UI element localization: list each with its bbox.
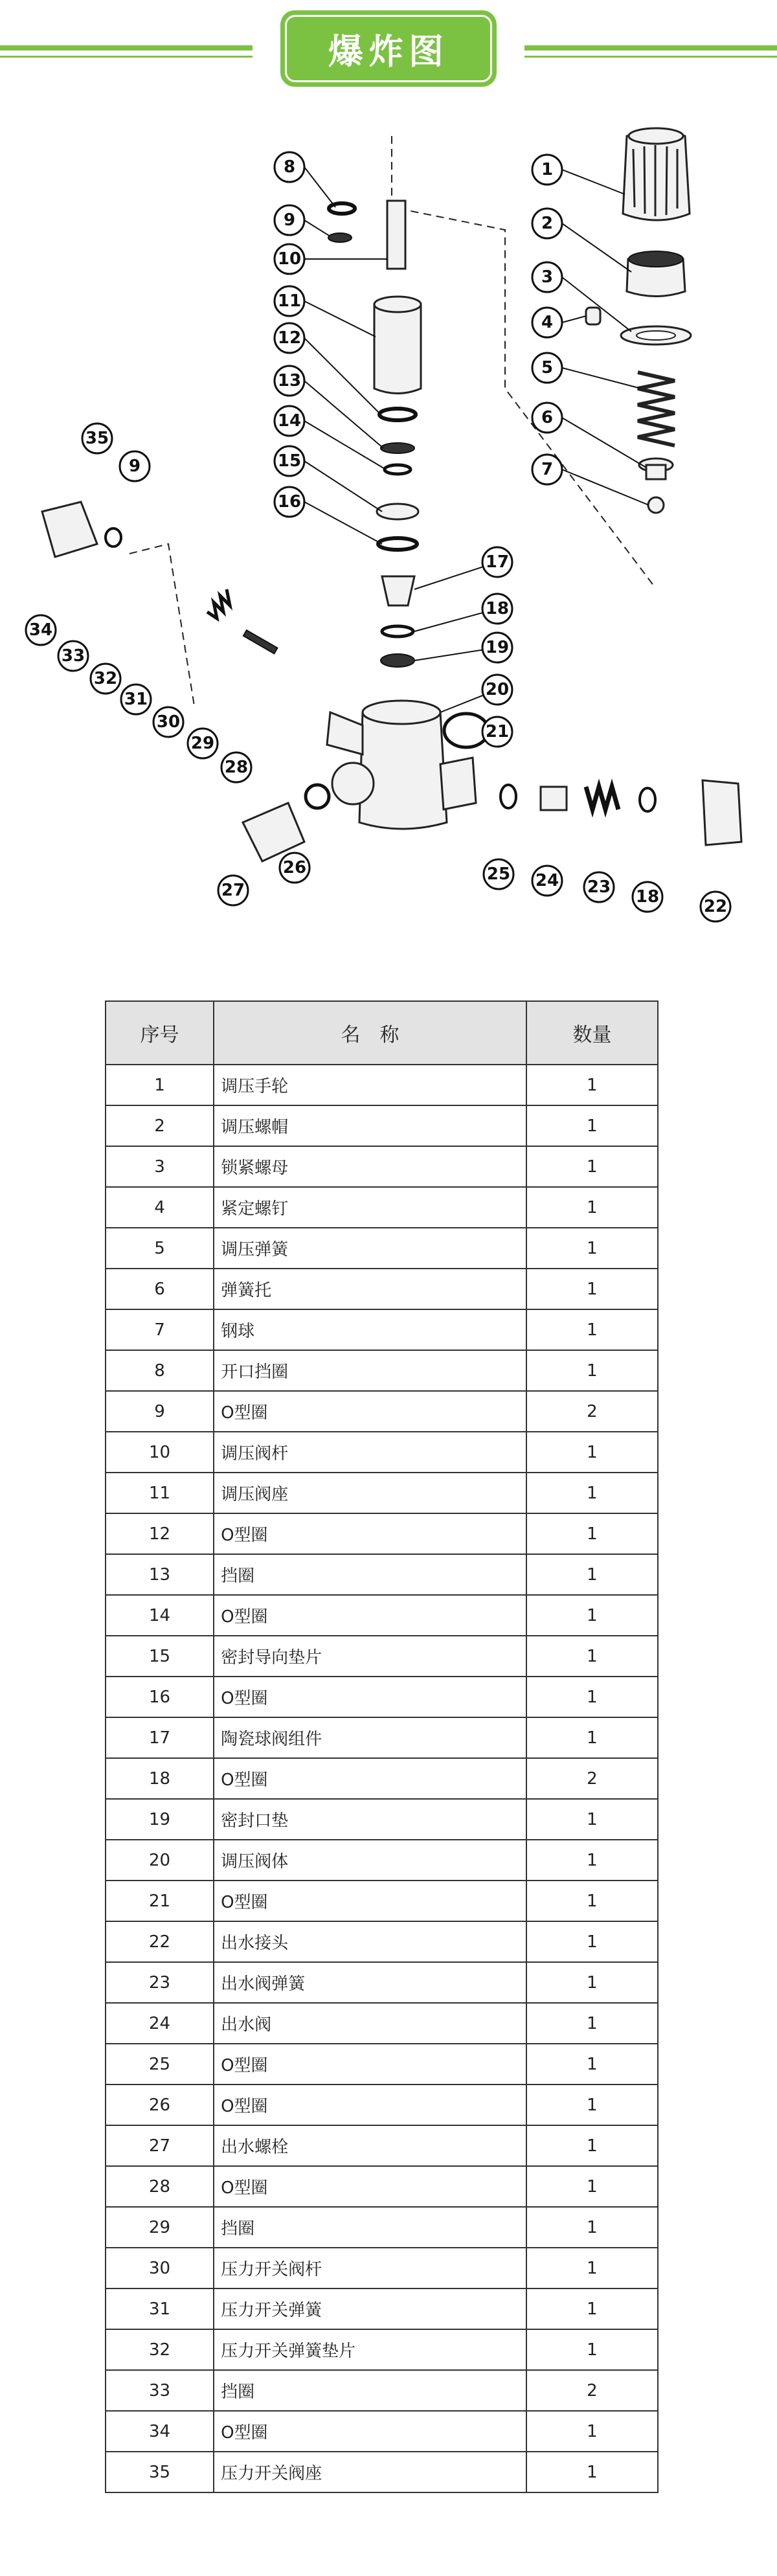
col-header-name: 名 称: [214, 1001, 526, 1065]
table-row: [106, 1309, 658, 1350]
cell-name: O型圈: [214, 2044, 526, 2085]
cell-qty: 1: [526, 2411, 658, 2452]
svg-text:18: 18: [635, 887, 660, 907]
cell-no: 20: [106, 1840, 214, 1881]
cell-no: 34: [106, 2411, 214, 2452]
callout-18a: [482, 594, 512, 624]
cell-name: O型圈: [214, 2085, 526, 2125]
callout-11: [275, 286, 304, 316]
table-header-row: [106, 1001, 658, 1065]
table-row: [106, 1391, 658, 1432]
table-row: [106, 2003, 658, 2044]
svg-text:11: 11: [277, 291, 302, 311]
header-rule-left-thin: [0, 56, 253, 58]
cell-qty: 1: [526, 1228, 658, 1269]
table-row: [106, 2248, 658, 2288]
cell-no: 22: [106, 1921, 214, 1962]
callout-31: [121, 684, 151, 714]
cell-qty: 1: [526, 2003, 658, 2044]
svg-text:26: 26: [282, 858, 307, 877]
cell-name: 锁紧螺母: [214, 1146, 526, 1187]
callout-10: [275, 244, 304, 274]
cell-no: 2: [106, 1105, 214, 1146]
table-row: [106, 1513, 658, 1554]
table-row: [106, 2085, 658, 2125]
callout-6: [532, 403, 562, 433]
col-header-qty: 数量: [526, 1001, 658, 1065]
table-row: [106, 1432, 658, 1473]
cell-name: O型圈: [214, 2166, 526, 2207]
cell-no: 23: [106, 1962, 214, 2003]
title-badge: [280, 10, 497, 87]
cell-qty: 1: [526, 2166, 658, 2207]
svg-text:6: 6: [541, 408, 554, 427]
callout-33: [58, 641, 88, 671]
table-row: [106, 1636, 658, 1677]
cell-name: O型圈: [214, 1595, 526, 1636]
cell-name: 调压阀体: [214, 1840, 526, 1881]
cell-qty: 1: [526, 2085, 658, 2125]
cell-qty: 1: [526, 1799, 658, 1840]
svg-text:15: 15: [277, 451, 302, 471]
svg-text:4: 4: [541, 313, 554, 332]
cell-name: 调压手轮: [214, 1065, 526, 1105]
cell-name: 挡圈: [214, 2370, 526, 2411]
cell-no: 15: [106, 1636, 214, 1677]
knob-part: [623, 128, 690, 220]
svg-text:33: 33: [61, 646, 85, 666]
callout-4: [532, 308, 562, 337]
svg-text:32: 32: [93, 669, 118, 688]
table-row: [106, 2370, 658, 2411]
cell-no: 28: [106, 2166, 214, 2207]
cell-name: 挡圈: [214, 2207, 526, 2248]
cell-name: 压力开关弹簧垫片: [214, 2329, 526, 2370]
cell-no: 21: [106, 1881, 214, 1921]
table-row: [106, 1677, 658, 1717]
cell-name: 密封口垫: [214, 1799, 526, 1840]
svg-text:13: 13: [277, 371, 302, 390]
cell-name: 出水接头: [214, 1921, 526, 1962]
cell-qty: 1: [526, 1840, 658, 1881]
cell-qty: 1: [526, 1473, 658, 1513]
callout-2: [532, 209, 562, 238]
svg-text:20: 20: [485, 680, 510, 699]
svg-text:18: 18: [485, 599, 510, 618]
pressure-switch-seat-part: [42, 502, 97, 557]
cell-name: O型圈: [214, 1677, 526, 1717]
callout-1: [532, 155, 562, 185]
callout-30: [153, 707, 183, 737]
svg-text:9: 9: [128, 457, 141, 476]
callout-27: [218, 876, 248, 905]
cell-no: 19: [106, 1799, 214, 1840]
valve-stem-part: [387, 201, 405, 269]
svg-text:23: 23: [587, 877, 611, 897]
table-body: [106, 1065, 658, 2492]
exploded-diagram: [0, 97, 777, 939]
table-row: [106, 1717, 658, 1758]
table-row: [106, 1228, 658, 1269]
svg-text:29: 29: [190, 734, 215, 753]
cell-qty: 2: [526, 1391, 658, 1432]
cell-no: 1: [106, 1065, 214, 1105]
cell-no: 7: [106, 1309, 214, 1350]
table-row: [106, 1595, 658, 1636]
parts-table-wrapper: [105, 1000, 659, 2493]
page-title: 爆炸图: [285, 15, 492, 82]
cell-no: 5: [106, 1228, 214, 1269]
cell-qty: 1: [526, 1513, 658, 1554]
cell-no: 14: [106, 1595, 214, 1636]
table-row: [106, 1758, 658, 1799]
cell-qty: 1: [526, 1921, 658, 1962]
cell-qty: 1: [526, 2125, 658, 2166]
svg-text:22: 22: [703, 897, 728, 916]
callout-3: [532, 262, 562, 292]
cell-qty: 1: [526, 2248, 658, 2288]
table-row: [106, 1881, 658, 1921]
cell-qty: 1: [526, 1309, 658, 1350]
table-row: [106, 1146, 658, 1187]
valve-body-part: [327, 701, 476, 829]
callout-14: [275, 406, 304, 436]
callout-32: [91, 664, 120, 694]
header-rule-left: [0, 45, 253, 51]
svg-text:3: 3: [541, 267, 554, 287]
table-row: [106, 2044, 658, 2085]
table-row: [106, 2207, 658, 2248]
table-row: [106, 1269, 658, 1309]
svg-text:17: 17: [485, 552, 510, 572]
cell-qty: 1: [526, 1554, 658, 1595]
callout-18b: [633, 882, 662, 912]
cell-name: 弹簧托: [214, 1269, 526, 1309]
outlet-connector-part: [703, 780, 741, 845]
callout-16: [275, 487, 304, 517]
svg-text:1: 1: [541, 160, 554, 179]
cell-qty: 1: [526, 1962, 658, 2003]
svg-text:35: 35: [85, 429, 109, 448]
cell-no: 26: [106, 2085, 214, 2125]
header-rule-right: [524, 45, 777, 51]
cell-name: 出水阀: [214, 2003, 526, 2044]
callout-23: [584, 872, 614, 902]
cell-no: 10: [106, 1432, 214, 1473]
cell-qty: 1: [526, 1105, 658, 1146]
cell-name: 密封导向垫片: [214, 1636, 526, 1677]
cell-name: 压力开关弹簧: [214, 2288, 526, 2329]
table-row: [106, 1473, 658, 1513]
svg-text:31: 31: [124, 690, 148, 709]
cell-no: 4: [106, 1187, 214, 1228]
callout-17: [482, 547, 512, 577]
cell-name: 陶瓷球阀组件: [214, 1717, 526, 1758]
valve-seat-part: [374, 304, 421, 394]
svg-text:9: 9: [283, 210, 296, 230]
table-row: [106, 1187, 658, 1228]
cell-no: 12: [106, 1513, 214, 1554]
callout-26: [280, 853, 310, 883]
callout-20: [482, 675, 512, 705]
svg-text:24: 24: [535, 871, 559, 890]
table-row: [106, 1350, 658, 1391]
svg-text:16: 16: [277, 492, 302, 512]
callout-21: [482, 717, 512, 747]
svg-text:27: 27: [221, 881, 245, 900]
svg-text:19: 19: [485, 638, 510, 657]
cell-qty: 1: [526, 2452, 658, 2492]
cell-no: 6: [106, 1269, 214, 1309]
callout-12: [275, 323, 304, 353]
svg-text:25: 25: [486, 864, 511, 884]
cell-qty: 1: [526, 1065, 658, 1105]
cell-name: 调压阀杆: [214, 1432, 526, 1473]
callout-13: [275, 366, 304, 396]
cell-qty: 1: [526, 1269, 658, 1309]
callout-5: [532, 353, 562, 383]
svg-text:21: 21: [485, 722, 510, 741]
cell-qty: 1: [526, 2044, 658, 2085]
cell-name: O型圈: [214, 1881, 526, 1921]
cell-qty: 1: [526, 1146, 658, 1187]
svg-text:28: 28: [224, 758, 249, 777]
cell-no: 31: [106, 2288, 214, 2329]
svg-text:30: 30: [156, 712, 181, 732]
cell-qty: 2: [526, 2370, 658, 2411]
cell-no: 18: [106, 1758, 214, 1799]
table-row: [106, 2125, 658, 2166]
table-row: [106, 1840, 658, 1881]
cell-name: 紧定螺钉: [214, 1187, 526, 1228]
table-row: [106, 2329, 658, 2370]
cell-name: 开口挡圈: [214, 1350, 526, 1391]
cell-name: 压力开关阀座: [214, 2452, 526, 2492]
table-row: [106, 2452, 658, 2492]
table-row: [106, 2411, 658, 2452]
cell-no: 33: [106, 2370, 214, 2411]
callout-28: [221, 752, 251, 782]
col-header-no: 序号: [106, 1001, 214, 1065]
callout-34: [26, 615, 56, 645]
spring-part: [638, 372, 675, 446]
svg-text:34: 34: [28, 620, 53, 640]
cell-name: 出水阀弹簧: [214, 1962, 526, 2003]
cell-name: 钢球: [214, 1309, 526, 1350]
cell-name: 调压弹簧: [214, 1228, 526, 1269]
cell-no: 8: [106, 1350, 214, 1391]
cell-qty: 1: [526, 1187, 658, 1228]
page-header: [0, 0, 777, 97]
callout-25: [484, 859, 513, 889]
cell-name: O型圈: [214, 2411, 526, 2452]
callout-15: [275, 446, 304, 476]
cell-qty: 1: [526, 1636, 658, 1677]
cell-no: 17: [106, 1717, 214, 1758]
svg-text:2: 2: [541, 214, 554, 233]
cell-no: 24: [106, 2003, 214, 2044]
callout-29: [188, 729, 218, 758]
cell-no: 13: [106, 1554, 214, 1595]
cell-qty: 1: [526, 1350, 658, 1391]
callout-19: [482, 633, 512, 662]
svg-text:5: 5: [541, 358, 554, 378]
callout-9b: [120, 451, 150, 481]
cell-no: 25: [106, 2044, 214, 2085]
cell-qty: 1: [526, 1881, 658, 1921]
table-row: [106, 1921, 658, 1962]
cell-qty: 1: [526, 1595, 658, 1636]
callout-35: [82, 424, 112, 453]
cell-no: 27: [106, 2125, 214, 2166]
table-row: [106, 1554, 658, 1595]
callout-8: [275, 152, 304, 182]
cell-name: 压力开关阀杆: [214, 2248, 526, 2288]
svg-text:10: 10: [277, 249, 302, 269]
svg-text:7: 7: [541, 460, 554, 479]
svg-text:8: 8: [283, 157, 296, 177]
callout-22: [701, 892, 730, 921]
cell-qty: 1: [526, 2288, 658, 2329]
callout-9: [275, 205, 304, 235]
callout-24: [532, 866, 562, 896]
cell-qty: 2: [526, 1758, 658, 1799]
header-rule-right-thin: [524, 56, 777, 58]
cell-no: 29: [106, 2207, 214, 2248]
cell-qty: 1: [526, 1677, 658, 1717]
cell-qty: 1: [526, 1432, 658, 1473]
table-row: [106, 1065, 658, 1105]
cell-name: 出水螺栓: [214, 2125, 526, 2166]
cell-name: 挡圈: [214, 1554, 526, 1595]
table-row: [106, 1799, 658, 1840]
cell-no: 16: [106, 1677, 214, 1717]
callout-7: [532, 455, 562, 484]
cell-no: 11: [106, 1473, 214, 1513]
cell-no: 32: [106, 2329, 214, 2370]
svg-text:14: 14: [277, 411, 302, 431]
cell-qty: 1: [526, 2207, 658, 2248]
table-row: [106, 1962, 658, 2003]
cell-name: O型圈: [214, 1758, 526, 1799]
cell-name: O型圈: [214, 1391, 526, 1432]
cell-qty: 1: [526, 2329, 658, 2370]
cell-name: O型圈: [214, 1513, 526, 1554]
cell-qty: 1: [526, 1717, 658, 1758]
cell-no: 30: [106, 2248, 214, 2288]
cell-name: 调压阀座: [214, 1473, 526, 1513]
cell-no: 35: [106, 2452, 214, 2492]
table-row: [106, 2166, 658, 2207]
cell-no: 3: [106, 1146, 214, 1187]
svg-text:12: 12: [277, 328, 302, 348]
table-row: [106, 2288, 658, 2329]
cell-name: 调压螺帽: [214, 1105, 526, 1146]
parts-table: [105, 1000, 659, 2493]
cell-no: 9: [106, 1391, 214, 1432]
table-row: [106, 1105, 658, 1146]
